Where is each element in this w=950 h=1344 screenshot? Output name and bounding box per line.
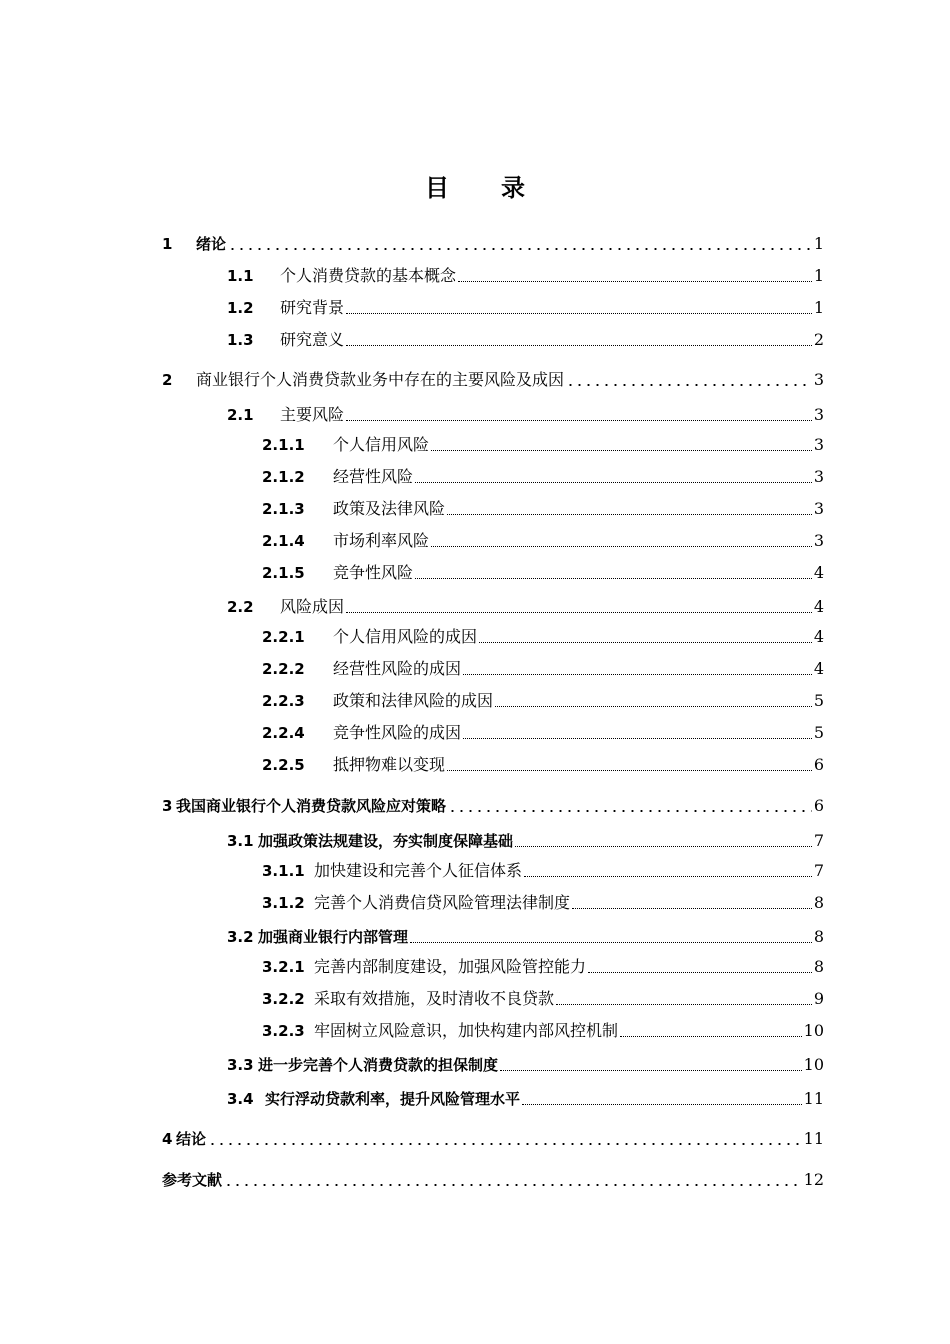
- toc-entry-title: 商业银行个人消费贷款业务中存在的主要风险及成因: [196, 370, 565, 389]
- toc-entry-number: 3.2.2: [262, 990, 305, 1008]
- dot-leader: [447, 504, 812, 515]
- toc-entry-number: 1.2: [227, 299, 254, 317]
- toc-entry-title: 结论: [176, 1130, 207, 1148]
- toc-entry-number: 2.2.1: [262, 628, 305, 646]
- toc-entry-page: 2: [813, 330, 824, 349]
- toc-entry[interactable]: [262, 463, 824, 487]
- toc-entry[interactable]: [262, 527, 824, 551]
- toc-entry[interactable]: [227, 262, 824, 286]
- toc-entry[interactable]: [262, 953, 824, 977]
- toc-entry-title: 市场利率风险: [333, 531, 430, 550]
- toc-entry-number: 3.2.3: [262, 1022, 305, 1040]
- toc-entry-title: 经营性风险的成因: [333, 659, 462, 678]
- dot-leader: [515, 836, 812, 847]
- toc-entry[interactable]: [162, 1125, 824, 1149]
- toc-entry-page: 5: [813, 723, 824, 742]
- toc-entry-page: 3: [813, 370, 824, 389]
- toc-entry[interactable]: [262, 889, 824, 913]
- toc-entry[interactable]: [227, 593, 824, 617]
- toc-entry-page: 3: [813, 435, 824, 454]
- toc-entry-number: 2.1.5: [262, 564, 305, 582]
- toc-entry-page: 1: [813, 266, 824, 285]
- toc-entry-number: 3.4: [227, 1090, 254, 1108]
- toc-entry-number: 2.1.3: [262, 500, 305, 518]
- toc-entry-page: 6: [813, 796, 824, 815]
- toc-entry[interactable]: [227, 1085, 824, 1109]
- toc-entry-page: 4: [813, 597, 824, 616]
- dot-leader: [500, 1060, 802, 1071]
- toc-entry-title: 个人信用风险: [333, 435, 430, 454]
- toc-entry-page: 8: [813, 927, 824, 946]
- toc-entry-title: 加强商业银行内部管理: [258, 928, 409, 946]
- dot-leader: [431, 536, 812, 547]
- toc-entry-page: 8: [813, 893, 824, 912]
- toc-entry[interactable]: [262, 495, 824, 519]
- dot-leader: [566, 381, 812, 387]
- toc-entry-title: 采取有效措施，及时清收不良贷款: [314, 989, 555, 1008]
- title-left: 目: [425, 174, 449, 202]
- toc-entry[interactable]: [262, 623, 824, 647]
- title-right: 录: [501, 174, 525, 202]
- toc-entry-title: 抵押物难以变现: [333, 755, 446, 774]
- toc-entry-number: 1: [162, 235, 173, 253]
- toc-entry-page: 3: [813, 531, 824, 550]
- toc-entry-title: 竞争性风险的成因: [333, 723, 462, 742]
- toc-entry-page: 5: [813, 691, 824, 710]
- toc-entry-number: 2.1.1: [262, 436, 305, 454]
- toc-entry-page: 7: [813, 831, 824, 850]
- toc-entry-number: 3.1: [227, 832, 254, 850]
- toc-entry[interactable]: [262, 655, 824, 679]
- toc-entry-number: 2.2.4: [262, 724, 305, 742]
- toc-entry-number: 1.3: [227, 331, 254, 349]
- toc-entry-number: 2.1.2: [262, 468, 305, 486]
- dot-leader: [572, 898, 812, 909]
- toc-entry-title: 实行浮动贷款利率，提升风险管理水平: [265, 1090, 521, 1108]
- dot-leader: [588, 962, 812, 973]
- dot-leader: [463, 728, 812, 739]
- toc-entry-number: 1.1: [227, 267, 254, 285]
- dot-leader: [479, 632, 812, 643]
- toc-entry-title: 研究意义: [280, 330, 345, 349]
- toc-entry-title: 个人消费贷款的基本概念: [280, 266, 457, 285]
- toc-entry-number: 3.2: [227, 928, 254, 946]
- toc-entry-title: 个人信用风险的成因: [333, 627, 478, 646]
- toc-entry-page: 4: [813, 627, 824, 646]
- toc-entry-title: 经营性风险: [333, 467, 414, 486]
- toc-entry-number: 2.1.4: [262, 532, 305, 550]
- dot-leader: [224, 1181, 802, 1187]
- toc-entry-number: 3: [162, 797, 173, 815]
- toc-entry[interactable]: [262, 559, 824, 583]
- dot-leader: [458, 271, 812, 282]
- toc-entry-title: 参考文献: [162, 1171, 223, 1189]
- toc-entry[interactable]: [227, 827, 824, 851]
- toc-entry-page: 10: [803, 1021, 824, 1040]
- toc-entry[interactable]: [227, 401, 824, 425]
- dot-leader: [556, 994, 812, 1005]
- dot-leader: [447, 760, 812, 771]
- dot-leader: [522, 1094, 802, 1105]
- toc-entry-number: 3.1.1: [262, 862, 305, 880]
- toc-entry[interactable]: [262, 751, 824, 775]
- toc-entry-page: 11: [803, 1089, 824, 1108]
- toc-entry[interactable]: [162, 230, 824, 254]
- dot-leader: [495, 696, 812, 707]
- dot-leader: [346, 335, 812, 346]
- toc-entry-page: 6: [813, 755, 824, 774]
- toc-entry-title: 主要风险: [280, 405, 345, 424]
- dot-leader: [208, 1140, 802, 1146]
- toc-entry[interactable]: [162, 366, 824, 390]
- toc-entry[interactable]: [262, 1017, 824, 1041]
- toc-entry-number: 2.2.2: [262, 660, 305, 678]
- toc-entry-title: 完善个人消费信贷风险管理法律制度: [314, 893, 571, 912]
- toc-entry[interactable]: [227, 326, 824, 350]
- toc-entry-number: 2.2.5: [262, 756, 305, 774]
- page-title: [0, 168, 950, 203]
- toc-entry-number: 2.1: [227, 406, 254, 424]
- toc-entry-number: 3.3: [227, 1056, 254, 1074]
- toc-entry-number: 3.2.1: [262, 958, 305, 976]
- toc-entry-page: 12: [803, 1170, 824, 1189]
- dot-leader: [448, 807, 812, 813]
- toc-entry-title: 绪论: [196, 235, 227, 253]
- toc-entry-title: 加快建设和完善个人征信体系: [314, 861, 523, 880]
- toc-entry-page: 3: [813, 499, 824, 518]
- toc-entry-title: 我国商业银行个人消费贷款风险应对策略: [176, 797, 447, 815]
- toc-entry[interactable]: [227, 294, 824, 318]
- dot-leader: [620, 1026, 802, 1037]
- toc-entry[interactable]: [162, 792, 824, 816]
- toc-entry[interactable]: [162, 1166, 824, 1190]
- toc-entry[interactable]: [262, 431, 824, 455]
- toc-entry-number: 4: [162, 1130, 173, 1148]
- toc-entry[interactable]: [262, 857, 824, 881]
- toc-entry-page: 10: [803, 1055, 824, 1074]
- toc-entry-title: 政策及法律风险: [333, 499, 446, 518]
- toc-entry-number: 2: [162, 371, 173, 389]
- toc-entry-title: 牢固树立风险意识，加快构建内部风控机制: [314, 1021, 619, 1040]
- toc-entry-number: 2.2: [227, 598, 254, 616]
- dot-leader: [415, 568, 812, 579]
- dot-leader: [463, 664, 812, 675]
- dot-leader: [346, 602, 812, 613]
- toc-entry-page: 9: [813, 989, 824, 1008]
- toc-entry[interactable]: [262, 687, 824, 711]
- toc-entry[interactable]: [227, 1051, 824, 1075]
- toc-entry-page: 8: [813, 957, 824, 976]
- toc-entry-page: 3: [813, 467, 824, 486]
- toc-entry-page: 7: [813, 861, 824, 880]
- toc-entry-title: 完善内部制度建设，加强风险管控能力: [314, 957, 587, 976]
- toc-entry-title: 进一步完善个人消费贷款的担保制度: [258, 1056, 499, 1074]
- dot-leader: [346, 410, 812, 421]
- toc-entry-title: 研究背景: [280, 298, 345, 317]
- toc-entry-title: 政策和法律风险的成因: [333, 691, 494, 710]
- dot-leader: [346, 303, 812, 314]
- toc-entry-title: 风险成因: [280, 597, 345, 616]
- toc-entry-page: 11: [803, 1129, 824, 1148]
- toc-entry-page: 1: [813, 298, 824, 317]
- toc-entry-page: 1: [813, 234, 824, 253]
- toc-entry-page: 4: [813, 563, 824, 582]
- toc-entry-page: 4: [813, 659, 824, 678]
- toc-entry-number: 2.2.3: [262, 692, 305, 710]
- toc-entry-title: 加强政策法规建设，夯实制度保障基础: [258, 832, 514, 850]
- dot-leader: [431, 440, 812, 451]
- dot-leader: [410, 932, 812, 943]
- toc-entry[interactable]: [262, 719, 824, 743]
- toc-entry-number: 3.1.2: [262, 894, 305, 912]
- dot-leader: [524, 866, 812, 877]
- toc-entry-page: 3: [813, 405, 824, 424]
- toc-entry[interactable]: [227, 923, 824, 947]
- dot-leader: [415, 472, 812, 483]
- toc-entry-title: 竞争性风险: [333, 563, 414, 582]
- toc-entry[interactable]: [262, 985, 824, 1009]
- dot-leader: [228, 245, 812, 251]
